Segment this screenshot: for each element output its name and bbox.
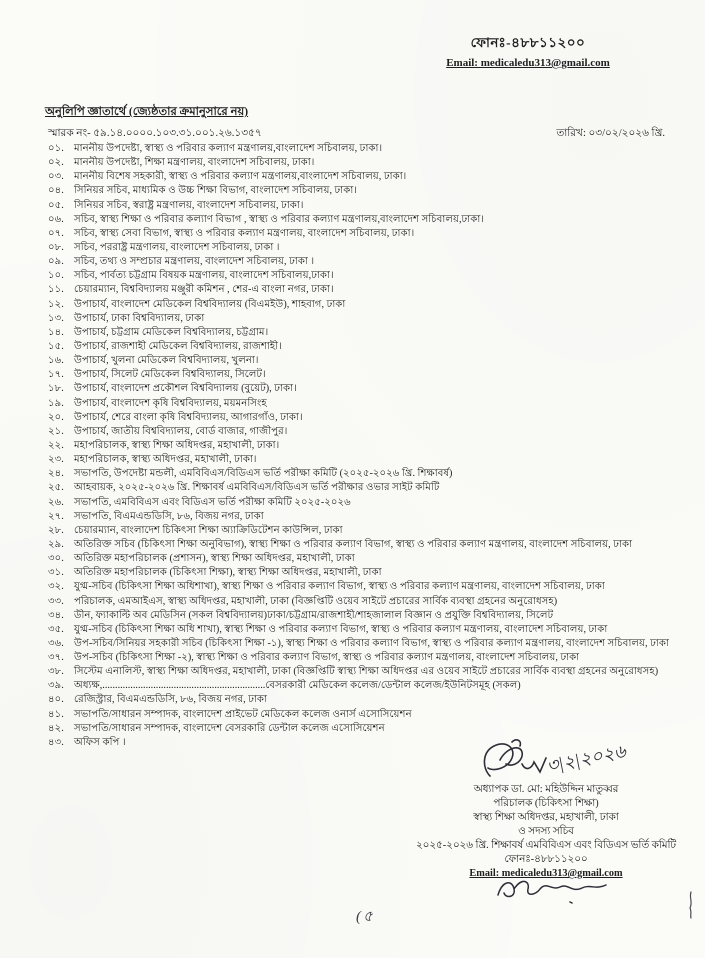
list-item (48, 241, 703, 255)
item-number: ১৭. (48, 369, 64, 381)
item-number: ০৩. (48, 171, 64, 183)
item-number: ২৫. (48, 482, 64, 494)
list-item (48, 283, 703, 297)
item-text: উপাচার্য, ঢাকা বিশ্ববিদ্যালয়, ঢাকা (74, 312, 205, 324)
item-number: ১১. (48, 284, 64, 296)
item-text: মাননীয় উপদেষ্টা, স্বাস্থ্য ও পরিবার কল্যাণ মন্ত্রণালয়,বাংলাদেশ সচিবালয়, ঢাকা। (74, 143, 383, 154)
item-number: ১০. (48, 270, 64, 282)
item-text: উপাচার্য, খুলনা মেডিকেল বিশ্ববিদ্যালয়, খুলনা। (74, 355, 259, 367)
item-text: সিনিয়র সচিব, মাধ্যমিক ও উচ্চ শিক্ষা বিভাগ, বাংলাদেশ সচিবালয়, ঢাকা। (74, 185, 357, 197)
item-text: যুগ্ম-সচিব (চিকিৎসা শিক্ষা অধিশাখা), স্বাস্থ্য শিক্ষা ও পরিবার কল্যাণ বিভাগ, স্বাস্থ্য ও পরিবার কল্যাণ মন্ত্রণালয়, বাংলাদেশ সচিবালয়, ঢাকা (74, 581, 605, 593)
edge-tick-mark (686, 890, 696, 920)
list-item (48, 213, 703, 227)
item-text: উপাচার্য, রাজশাহী মেডিকেল বিশ্ববিদ্যালয়, রাজশাহী। (74, 340, 282, 352)
signatory-block (398, 783, 694, 881)
list-item (48, 354, 703, 368)
item-number: ০১. (48, 143, 64, 154)
item-text: সচিব, পার্বত্য চট্টগ্রাম বিষয়ক মন্ত্রণালয়, বাংলাদেশ সচিবালয়,ঢাকা। (74, 270, 334, 282)
copy-distribution-heading: অনুলিপি জ্ঞাতার্থে (জ্যেষ্ঠতার ক্রমানুসারে নয়) (45, 106, 249, 118)
item-text: সিনিয়র সচিব, স্বরাষ্ট্র মন্ত্রণালয়, বাংলাদেশ সচিবালয়, ঢাকা। (74, 199, 304, 211)
letterhead-email: Email: medicaledu313@gmail.com (446, 57, 610, 69)
item-number: ২৬. (48, 496, 64, 508)
item-number: ২৩. (48, 454, 64, 466)
item-text: উপাচার্য, বাংলাদেশ মেডিকেল বিশ্ববিদ্যালয় (বিএমইউ), শাহবাগ, ঢাকা (74, 298, 346, 310)
item-number: ৩৩. (48, 595, 64, 607)
item-number: ১৬. (48, 355, 64, 367)
item-text: চেয়ারম্যান, বিশ্ববিদ্যালয় মঞ্জুরী কমিশন , শের-এ বাংলা নগর, ঢাকা। (74, 284, 334, 296)
list-item (48, 708, 703, 722)
signatory-title: পরিচালক (চিকিৎসা শিক্ষা) (493, 798, 599, 809)
item-text: সভাপতি/সাধারন সম্পাদক, বাংলাদেশ বেসরকারি ডেন্টাল কলেজ এসোসিয়েশন (74, 722, 385, 734)
list-item (48, 637, 703, 651)
list-item (48, 665, 703, 679)
item-text: মহাপরিচালক, স্বাস্থ্য অধিদপ্তর, মহাখালী, ঢাকা। (74, 454, 257, 466)
list-item (48, 156, 703, 170)
item-text: মাননীয় বিশেষ সহকারী, স্বাস্থ্য ও পরিবার কল্যাণ মন্ত্রণালয়,বাংলাদেশ সচিবালয়, ঢাকা। (74, 171, 407, 183)
item-text: সভাপতি, উপদেষ্টা মন্ডলী, এমবিবিএস/বিডিএস ভর্তি পরীক্ষা কমিটি (২০২৫-২০২৬ খ্রি. শিক্ষাবর্ষ) (74, 468, 453, 480)
item-number: ৩৭. (48, 652, 64, 664)
list-item (48, 269, 703, 283)
list-item (48, 170, 703, 184)
item-number: ১৩. (48, 312, 64, 324)
list-item (48, 552, 703, 566)
list-item (48, 693, 703, 707)
list-item (48, 340, 703, 354)
item-number: ৩১. (48, 567, 64, 579)
item-text: মাননীয় উপদেষ্টা, শিক্ষা মন্ত্রণালয়, বাংলাদেশ সচিবালয়, ঢাকা। (74, 157, 315, 169)
list-item (48, 580, 703, 594)
item-text: সচিব, স্বাস্থ্য শিক্ষা ও পরিবার কল্যাণ বিভাগ , স্বাস্থ্য ও পরিবার কল্যাণ মন্ত্রণালয়,বাংলাদেশ সচিবালয়,ঢাকা। (74, 213, 484, 225)
list-item (48, 722, 703, 736)
letterhead-phone: ফোনঃ-৪৮৮১১২০০ (470, 35, 586, 50)
distribution-list (48, 142, 703, 750)
list-item (48, 142, 703, 156)
item-text: উপাচার্য, বাংলাদেশ প্রকৌশল বিশ্ববিদ্যালয় (বুয়েট), ঢাকা। (74, 383, 297, 395)
item-number: ০৪. (48, 185, 64, 197)
item-text: উপাচার্য, শেরে বাংলা কৃষি বিশ্ববিদ্যালয়, আগারগাঁও, ঢাকা। (74, 411, 303, 423)
approval-date-text: ৩|২|২০২৬ (544, 741, 628, 776)
signatory-email: Email: medicaledu313@gmail.com (469, 868, 623, 879)
list-item (48, 425, 703, 439)
item-text: অফিস কপি । (74, 736, 126, 748)
list-item (48, 255, 703, 269)
item-number: ৩২. (48, 581, 64, 593)
list-item (48, 595, 703, 609)
item-number: ০৬. (48, 213, 64, 225)
item-number: ২৯. (48, 538, 64, 550)
item-text: সভাপতি, বিএমএন্ডডিসি, ৮৬, বিজয় নগর, ঢাকা (74, 510, 264, 522)
list-item (48, 510, 703, 524)
list-item (48, 397, 703, 411)
list-item (48, 439, 703, 453)
item-text: অতিরিক্ত মহাপরিচালক (চিকিৎসা শিক্ষা), স্বাস্থ্য শিক্ষা অধিদপ্তর, মহাখালী, ঢাকা (74, 567, 382, 579)
item-text: যুগ্ম-সচিব (চিকিৎসা শিক্ষা অধি শাখা), স্বাস্থ্য শিক্ষা ও পরিবার কল্যাণ বিভাগ, স্বাস্থ্য ও পরিবার কল্যাণ মন্ত্রণালয়, বাংলাদেশ সচিবালয়, ঢাকা (74, 623, 608, 635)
list-item (48, 524, 703, 538)
list-item (48, 651, 703, 665)
signatory-committee: ২০২৫-২০২৬ খ্রি. শিক্ষাবর্ষ এমবিবিএস এবং বিডিএস ভর্তি কমিটি (415, 840, 677, 851)
item-number: ২৭. (48, 510, 64, 522)
item-number: ২০. (48, 411, 64, 423)
item-number: ৩৮. (48, 666, 64, 678)
item-text: সিস্টেম এনালিস্ট, স্বাস্থ্য শিক্ষা অধিদপ্তর, মহাখালী, ঢাকা (বিজ্ঞপ্তিটি স্বাস্থ্য শিক্ষা অধিদপ্তর এর ওয়েব সাইটে প্রচারের সার্বিক ব্যবস্থা গ্রহনের অনুরোধসহ) (74, 666, 659, 678)
list-item (48, 453, 703, 467)
item-text: অধ্যক্ষ,................................................................বেসরকারী মেডিকেল কলেজ/ডেন্টাল কলেজ/ইউনিটসমূহ (সকল) (74, 680, 521, 692)
list-item (48, 623, 703, 637)
item-number: ০২. (48, 157, 64, 169)
list-item (48, 326, 703, 340)
list-item (48, 368, 703, 382)
item-text: সচিব, তথ্য ও সম্প্রচার মন্ত্রণালয়, বাংলাদেশ সচিবালয়, ঢাকা । (74, 256, 315, 268)
item-text: উপাচার্য, জাতীয় বিশ্ববিদ্যালয়, বোর্ড বাজার, গাজীপুর। (74, 425, 288, 437)
signatory-name: অধ্যাপক ডা. মো: মহিউদ্দিন মাতুব্বর (473, 784, 619, 795)
item-text: অতিরিক্ত মহাপরিচালক (প্রশাসন), স্বাস্থ্য শিক্ষা অধিদপ্তর, মহাখালী, ঢাকা (74, 553, 355, 565)
list-item (48, 679, 703, 693)
item-text: রেজিস্ট্রার, বিএমএন্ডডিসি, ৮৬, বিজয় নগর, ঢাকা (74, 694, 267, 706)
memo-row (48, 126, 665, 143)
item-text: আহবায়ক, ২০২৫-২০২৬ খ্রি. শিক্ষাবর্ষ এমবিবিএস/বিডিএস ভর্তি পরীক্ষার ওভার সাইট কমিটি (74, 482, 440, 494)
item-text: অতিরিক্ত সচিব (চিকিৎসা শিক্ষা অনুবিভাগ), স্বাস্থ্য শিক্ষা ও পরিবার কল্যাণ বিভাগ, স্বাস্থ্য ও পরিবার কল্যাণ মন্ত্রণালয়, বাংলাদেশ সচিবালয়, ঢাকা (74, 538, 633, 550)
item-text: উপ-সচিব/সিনিয়র সহকারী সচিব (চিকিৎসা শিক্ষা -১), স্বাস্থ্য শিক্ষা ও পরিবার কল্যাণ বিভাগ, স্বাস্থ্য ও পরিবার কল্যাণ মন্ত্রণালয়, বাংলাদেশ সচিবালয়, ঢাকা (74, 637, 669, 649)
item-text: সচিব, স্বাস্থ্য সেবা বিভাগ, স্বাস্থ্য ও পরিবার কল্যাণ মন্ত্রণালয়, বাংলাদেশ সচিবালয়, ঢাকা। (74, 227, 415, 239)
item-number: ২৮. (48, 524, 64, 536)
item-text: উপাচার্য, সিলেট মেডিকেল বিশ্ববিদ্যালয়, সিলেট। (74, 369, 266, 381)
item-number: ৩৪. (48, 609, 64, 621)
signatory-phone: ফোনঃ-৪৮৮১১২০০ (504, 854, 588, 865)
item-number: ০৮. (48, 241, 64, 253)
item-number: ০৫. (48, 199, 64, 211)
item-number: ২২. (48, 439, 64, 451)
item-number: ১২. (48, 298, 64, 310)
item-number: ৪০. (48, 694, 64, 706)
list-item (48, 199, 703, 213)
item-text: উপ-সচিব (চিকিৎসা শিক্ষা -২), স্বাস্থ্য শিক্ষা ও পরিবার কল্যাণ বিভাগ, স্বাস্থ্য ও পরিবার কল্যাণ মন্ত্রণালয়, বাংলাদেশ সচিবালয়, ঢাকা (74, 652, 580, 664)
item-number: ৪২. (48, 722, 64, 734)
list-item (48, 467, 703, 481)
page-number-mark: (৫ (356, 909, 375, 925)
item-number: ০৭. (48, 227, 64, 239)
item-number: ২১. (48, 425, 64, 437)
list-item (48, 312, 703, 326)
memo-number: স্মারক নং- ৫৯.১৪.০০০০.১০৩.৩১.০০১.২৬.১৩৫৭ (48, 128, 262, 139)
item-text: সভাপতি, এমবিবিএস এবং বিডিএস ভর্তি পরীক্ষা কমিটি ২০২৫-২০২৬ (74, 496, 351, 508)
item-number: ২৪. (48, 468, 64, 480)
item-number: ৩৯. (48, 680, 64, 692)
list-item (48, 382, 703, 396)
list-item (48, 566, 703, 580)
list-item (48, 227, 703, 241)
item-number: ৩০. (48, 553, 64, 565)
item-number: ৩৬. (48, 637, 64, 649)
item-text: সভাপতি/সাধারন সম্পাদক, বাংলাদেশ প্রাইভেট মেডিকেল কলেজ ওনার্স এসোসিয়েশন (74, 708, 412, 720)
item-text: সচিব, পররাষ্ট্র মন্ত্রণালয়, বাংলাদেশ সচিবালয়, ঢাকা । (74, 241, 280, 253)
item-text: উপাচার্য, চট্টগ্রাম মেডিকেল বিশ্ববিদ্যালয়, চট্টগ্রাম। (74, 326, 269, 338)
item-text: চেয়ারম্যান, বাংলাদেশ চিকিৎসা শিক্ষা অ্যাক্রিডিটেশন কাউন্সিল, ঢাকা (74, 524, 343, 536)
item-text: উপাচার্য, বাংলাদেশ কৃষি বিশ্ববিদ্যালয়, ময়মনসিংহ (74, 397, 267, 409)
list-item (48, 609, 703, 623)
item-text: ডীন, ফ্যাকাল্টি অব মেডিসিন (সকল বিশ্ববিদ্যালয়)ঢাকা/চট্টগ্রাম/রাজশাহী/শাহজালাল বিজ্ঞান ও প্রযুক্তি বিশ্ববিদ্যালয়, সিলেট (74, 609, 554, 621)
list-item (48, 298, 703, 312)
item-number: ০৯. (48, 256, 64, 268)
item-text: পরিচালক, এমআইএস, স্বাস্থ্য অধিদপ্তর, মহাখালী, ঢাকা (বিজ্ঞপ্তিটি ওয়েব সাইটে প্রচারের সার্বিক ব্যবস্থা গ্রহনের অনুরোধসহ) (74, 595, 558, 607)
list-item (48, 538, 703, 552)
list-item (48, 481, 703, 495)
item-number: ১৫. (48, 340, 64, 352)
signatory-role: ও সদস্য সচিব (518, 826, 574, 837)
list-item (48, 496, 703, 510)
item-number: ৪১. (48, 708, 64, 720)
letterhead-contact (393, 32, 663, 69)
item-number: ১৮. (48, 383, 64, 395)
item-number: ১৪. (48, 326, 64, 338)
item-number: ৩৫. (48, 623, 64, 635)
item-number: ১৯. (48, 397, 64, 409)
document-date: তারিখ: ০৩/০২/২০২৬ খ্রি. (556, 128, 665, 139)
signatory-office: স্বাস্থ্য শিক্ষা অধিদপ্তর, মহাখালী, ঢাকা (473, 812, 619, 823)
list-item (48, 184, 703, 198)
item-text: মহাপরিচালক, স্বাস্থ্য শিক্ষা অধিদপ্তর, মহাখালী, ঢাকা। (74, 439, 280, 451)
item-number: ৪৩. (48, 736, 64, 748)
signature-scribble (492, 875, 612, 905)
list-item (48, 411, 703, 425)
